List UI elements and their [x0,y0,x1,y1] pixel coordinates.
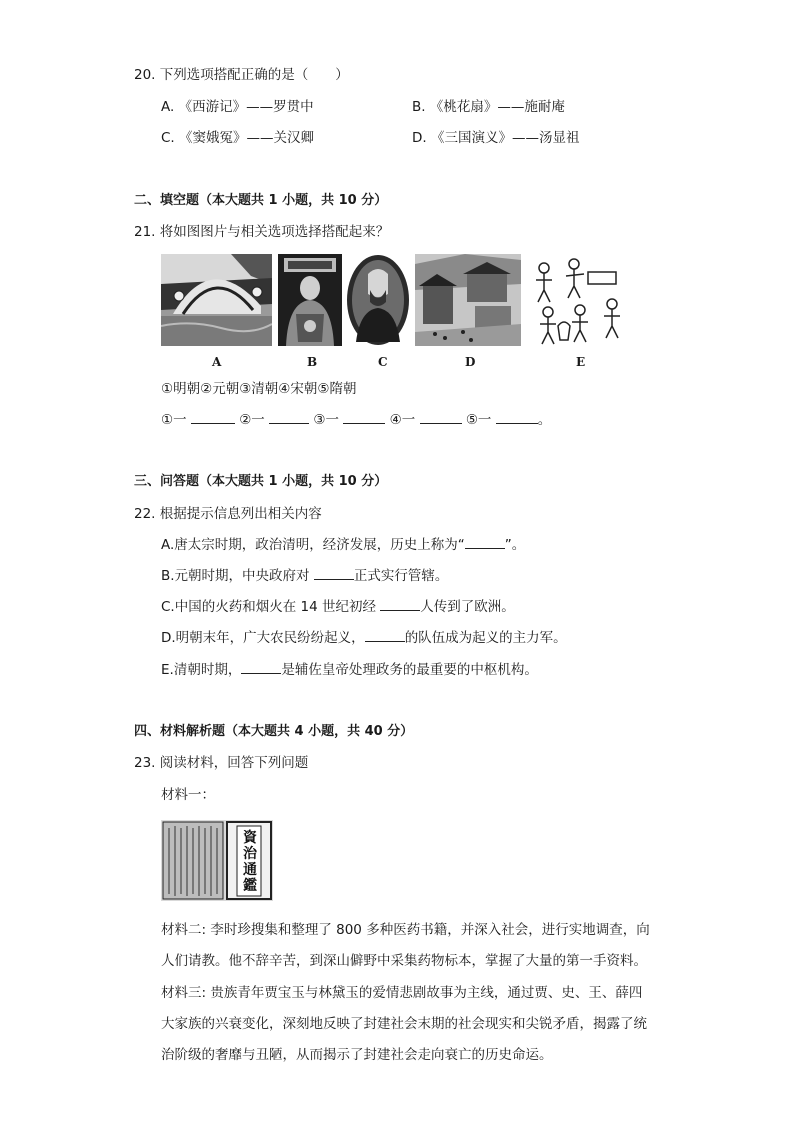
question-20-stem: 20. 下列选项搭配正确的是（ ） [134,67,349,83]
q22-item-e-text: E.清朝时期， [161,662,242,678]
material-2-line-1: 材料二: 李时珍搜集和整理了 800 多种医药书籍，并深入社会，进行实地调查，向 [161,922,650,938]
material-2-line-2: 人们请教。他不辞辛苦，到深山僻野中采集药物标本，掌握了大量的第一手资料。 [161,953,647,969]
q21-answer-line [161,411,551,429]
picture-b-label: B [307,355,318,369]
q22-item-b [161,567,448,585]
q21-blank-1[interactable] [191,411,235,424]
q22-blank-e[interactable] [241,661,281,674]
question-23-stem: 23. 阅读材料，回答下列问题 [134,755,309,771]
q22-item-a [161,536,525,554]
question-22-stem: 22. 根据提示信息列出相关内容 [134,506,322,522]
q22-blank-a[interactable] [465,536,505,549]
material-1-book-image [161,820,273,901]
q21-answer-1-label: ①一 [161,412,187,428]
material-3-line-2: 大家族的兴衰变化，深刻地反映了封建社会末期的社会现实和尖锐矛盾，揭露了统 [161,1016,647,1032]
q21-answer-3-label: ③一 [313,412,340,428]
picture-e-label: E [576,355,586,369]
q21-blank-5[interactable] [496,411,538,424]
q22-item-a-end: ”。 [504,537,526,553]
q20-option-c: C. 《窦娥冤》——关汉卿 [161,130,315,146]
material-1-label: 材料一： [161,787,215,803]
section-4-heading: 四、材料解析题（本大题共 4 小题，共 40 分） [134,724,414,739]
material-3-line-3: 治阶级的奢靡与丑陋，从而揭示了封建社会走向衰亡的历史命运。 [161,1047,553,1063]
q22-item-d-end: 的队伍成为起义的主力军。 [404,630,567,646]
picture-a-label: A [212,355,222,369]
q22-item-d [161,629,567,647]
q22-blank-c[interactable] [380,598,420,611]
q21-answer-4-label: ④一 [389,412,416,428]
picture-b-portrait [278,254,342,346]
section-2-heading: 二、填空题（本大题共 1 小题，共 10 分） [134,193,388,208]
q22-item-e-end: 是辅佐皇帝处理政务的最重要的中枢机构。 [281,662,538,678]
q21-answer-2-label: ②一 [239,412,265,428]
q21-blank-2[interactable] [269,411,309,424]
section-3-heading: 三、问答题（本大题共 1 小题，共 10 分） [134,474,388,489]
q22-item-d-text: D.明朝末年，广大农民纷纷起义， [161,630,365,646]
picture-e-sketch-figures [530,254,630,346]
q20-option-b: B. 《桃花扇》——施耐庵 [412,99,565,115]
picture-a-bridge [161,254,272,346]
q22-item-c-end: 人传到了欧洲。 [420,599,515,615]
q22-item-a-text: A.唐太宗时期，政治清明，经济发展，历史上称为“ [161,537,465,553]
q22-item-e [161,661,538,679]
q22-item-b-end: 正式实行管辖。 [353,568,449,584]
q22-blank-d[interactable] [365,629,405,642]
q21-dynasty-choices: ①明朝②元朝③清朝④宋朝⑤隋朝 [161,381,357,397]
q21-answer-5-label: ⑤一 [465,412,492,428]
q21-blank-3[interactable] [343,411,385,424]
q20-option-d: D. 《三国演义》——汤显祖 [412,130,580,146]
question-21-stem: 21. 将如图图片与相关选项选择搭配起来？ [134,224,390,240]
book-title: 資治通鑑 [243,830,257,894]
q22-blank-b[interactable] [314,567,354,580]
q22-item-c [161,598,515,616]
picture-c-oval-portrait [346,254,410,346]
q22-item-c-text: C.中国的火药和烟火在 14 世纪初经 [161,599,381,615]
picture-d-city-painting [415,254,521,346]
picture-d-label: D [465,355,476,369]
q21-end-mark: 。 [537,412,552,428]
material-3-line-1: 材料三: 贵族青年贾宝玉与林黛玉的爱情悲剧故事为主线，通过贾、史、王、薛四 [161,985,643,1001]
q20-option-a: A. 《西游记》——罗贯中 [161,99,314,115]
q22-item-b-text: B.元朝时期，中央政府对 [161,568,314,584]
picture-c-label: C [378,355,388,369]
q21-blank-4[interactable] [420,411,462,424]
